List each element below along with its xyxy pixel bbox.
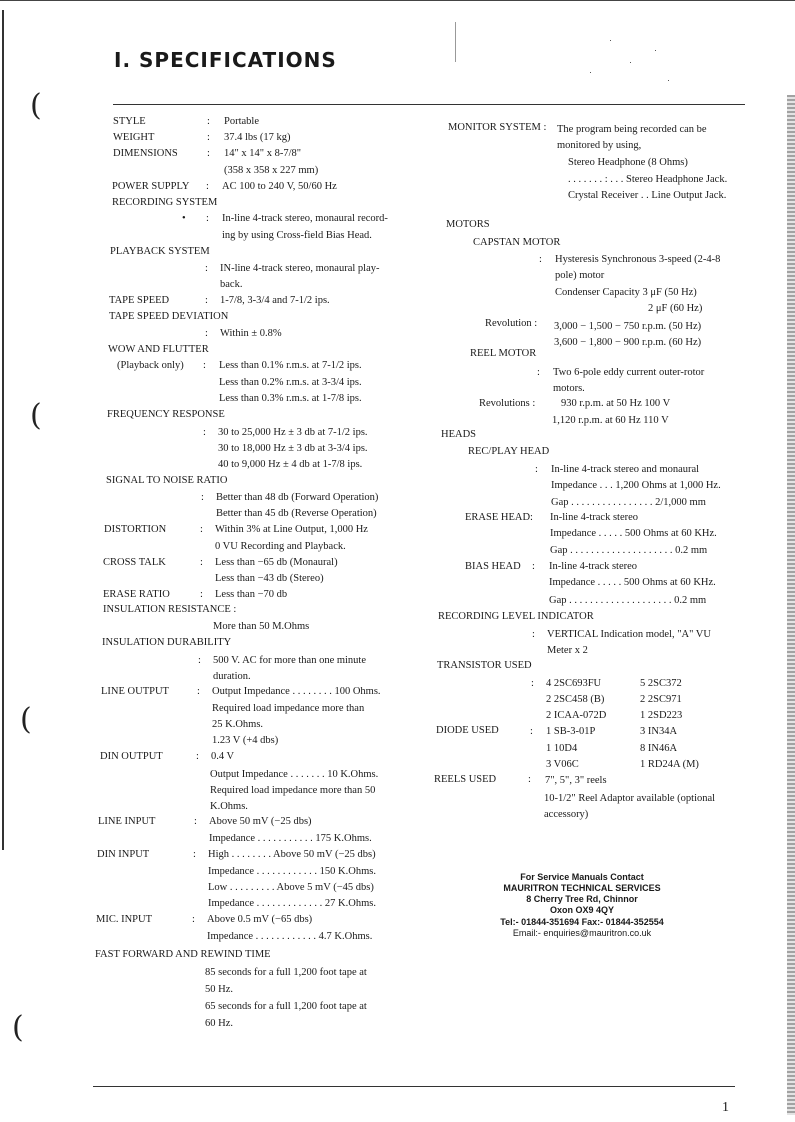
spec-label: INSULATION DURABILITY [102, 637, 232, 648]
spec-value: 930 r.p.m. at 50 Hz 100 V [561, 398, 671, 409]
spec-value: In-line 4-track stereo, monaural record- [222, 213, 388, 224]
spec-value: Stereo Headphone (8 Ohms) [568, 157, 688, 168]
colon-separator: : [200, 557, 203, 568]
colon-separator: : [201, 492, 204, 503]
spec-value: Gap . . . . . . . . . . . . . . . . . . . . 0.2 mm [549, 595, 707, 606]
spec-value: motors. [553, 383, 585, 394]
spec-label: CROSS TALK [103, 557, 166, 568]
spec-value: Low . . . . . . . . . Above 5 mV (−45 dbs) [208, 882, 374, 893]
colon-separator: : [192, 914, 195, 925]
spec-label: HEADS [441, 429, 477, 440]
colon-separator: : [198, 655, 201, 666]
spec-value: Impedance . . . . . . . . . . . . 150 K.Ohms. [208, 866, 376, 877]
spec-value: Above 0.5 mV (−65 dbs) [207, 914, 313, 925]
colon-separator: : [528, 774, 531, 785]
binding-hole-mark: ( [12, 1010, 24, 1045]
transistor-item: 2 2SC971 [640, 694, 682, 705]
spec-label: MOTORS [446, 219, 490, 230]
spec-label: SIGNAL TO NOISE RATIO [106, 475, 228, 486]
spec-value: Gap . . . . . . . . . . . . . . . . 2/1,000 mm [551, 497, 706, 508]
spec-value: Within 3% at Line Output, 1,000 Hz [215, 524, 368, 535]
spec-value: 14" x 14" x 8-7/8" [224, 148, 302, 159]
spec-value: 50 Hz. [205, 984, 233, 995]
spec-value: Meter x 2 [547, 645, 588, 656]
colon-separator: : [196, 751, 199, 762]
spec-value: Condenser Capacity 3 μF (50 Hz) [555, 287, 697, 298]
transistor-item: 5 2SC372 [640, 678, 682, 689]
diode-item: 8 IN46A [640, 743, 678, 754]
footer-rule [93, 1086, 735, 1087]
spec-value: Less than −70 db [215, 589, 288, 600]
spec-value: 65 seconds for a full 1,200 foot tape at [205, 1001, 367, 1012]
spec-value: 1-7/8, 3-3/4 and 7-1/2 ips. [220, 295, 330, 306]
spec-value: pole) motor [555, 270, 605, 281]
spec-value: Required load impedance more than 50 [210, 785, 376, 796]
transistor-item: 2 2SC458 (B) [546, 694, 605, 705]
spec-label: CAPSTAN MOTOR [473, 237, 561, 248]
colon-separator: : [203, 360, 206, 371]
spec-label: DIN OUTPUT [100, 751, 163, 762]
spec-value: Impedance . . . . . 500 Ohms at 60 KHz. [549, 577, 716, 588]
colon-separator: : [539, 254, 542, 265]
colon-separator: : [205, 328, 208, 339]
spec-label: PLAYBACK SYSTEM [110, 246, 210, 257]
binding-hole-mark: ( [30, 88, 42, 123]
binding-hole-mark: ( [20, 702, 32, 737]
spec-sublabel: (Playback only) [117, 360, 184, 371]
spec-label: RECORDING LEVEL INDICATOR [438, 611, 594, 622]
spec-value: . . . . . . . : . . . Stereo Headphone Jack. [568, 174, 728, 185]
spec-value: Impedance . . . . . . . . . . . 175 K.Ohms. [209, 833, 372, 844]
colon-separator: : [203, 427, 206, 438]
colon-separator: : [205, 263, 208, 274]
contact-email: Email:- enquiries@mauritron.co.uk [512, 928, 652, 938]
spec-value: The program being recorded can be [557, 124, 707, 135]
scan-right-edge [787, 95, 795, 1115]
spec-value: accessory) [544, 809, 589, 820]
spec-value: AC 100 to 240 V, 50/60 Hz [222, 181, 337, 192]
colon-separator: : [532, 629, 535, 640]
spec-value: 3,000 − 1,500 − 750 r.p.m. (50 Hz) [554, 321, 702, 332]
colon-separator: : [531, 678, 534, 689]
spec-value: 40 to 9,000 Hz ± 4 db at 1-7/8 ips. [218, 459, 363, 470]
binding-hole-mark: ( [30, 398, 42, 433]
spec-value: Impedance . . . 1,200 Ohms at 1,000 Hz. [551, 480, 721, 491]
spec-value: Output Impedance . . . . . . . . 100 Ohms. [212, 686, 381, 697]
spec-label: MIC. INPUT [96, 914, 153, 925]
spec-value: Gap . . . . . . . . . . . . . . . . . . . . 0.2 mm [550, 545, 708, 556]
spec-value: 0.4 V [211, 751, 235, 762]
spec-value: Within ± 0.8% [220, 328, 282, 339]
spec-value: In-line 4-track stereo [550, 512, 639, 523]
spec-label: TAPE SPEED DEVIATION [109, 311, 229, 322]
text: 8 Cherry Tree Rd, Chinnor [526, 894, 638, 904]
colon-separator: : [205, 295, 208, 306]
text: Tel:- 01844-351694 Fax:- 01844-352554 [500, 917, 664, 927]
spec-value: Impedance . . . . . . . . . . . . 4.7 K.Ohms. [207, 931, 373, 942]
spec-value: Less than −43 db (Stereo) [215, 573, 324, 584]
colon-separator: : [206, 181, 209, 192]
transistor-item: 1 2SD223 [640, 710, 683, 721]
spec-value: ing by using Cross-field Bias Head. [222, 230, 372, 241]
colon-separator: : [194, 816, 197, 827]
spec-value: Hysteresis Synchronous 3-speed (2-4-8 [555, 254, 721, 265]
spec-label: DISTORTION [104, 524, 167, 535]
spec-value: 7", 5", 3" reels [545, 775, 607, 786]
colon-separator: : [206, 213, 209, 224]
spec-value: Portable [224, 116, 259, 127]
spec-value: Impedance . . . . . 500 Ohms at 60 KHz. [550, 528, 717, 539]
colon-separator: : [537, 367, 540, 378]
spec-label: Revolutions : [479, 398, 536, 409]
spec-label: FAST FORWARD AND REWIND TIME [95, 949, 271, 960]
colon-separator: : [207, 132, 210, 143]
spec-label: TAPE SPEED [109, 295, 170, 306]
spec-value: Less than 0.3% r.m.s. at 1-7/8 ips. [219, 393, 362, 404]
spec-label: REC/PLAY HEAD [468, 446, 550, 457]
spec-value: monitored by using, [557, 140, 642, 151]
spec-value: 25 K.Ohms. [212, 719, 264, 730]
spec-value: (358 x 358 x 227 mm) [224, 165, 319, 176]
spec-value: Output Impedance . . . . . . . 10 K.Ohms. [210, 769, 379, 780]
spec-label: WOW AND FLUTTER [108, 344, 209, 355]
spec-value: Required load impedance more than [212, 703, 365, 714]
spec-value: duration. [213, 671, 251, 682]
colon-separator: : [207, 116, 210, 127]
diode-item: 3 V06C [546, 759, 579, 770]
diode-item: 1 10D4 [546, 743, 578, 754]
spec-value: In-line 4-track stereo [549, 561, 638, 572]
colon-separator: : [207, 148, 210, 159]
spec-value: Above 50 mV (−25 dbs) [209, 816, 312, 827]
spec-value: 1.23 V (+4 dbs) [212, 735, 279, 746]
spec-label: FREQUENCY RESPONSE [107, 409, 225, 420]
header-rule [113, 104, 745, 105]
spec-value: 2 μF (60 Hz) [648, 303, 703, 314]
spec-value: Less than −65 db (Monaural) [215, 557, 338, 568]
spec-label: BIAS HEAD [465, 561, 521, 572]
spec-value: 60 Hz. [205, 1018, 233, 1029]
spec-label: DIODE USED [436, 725, 499, 736]
colon-separator: : [532, 561, 535, 572]
scan-left-edge [2, 10, 4, 850]
diode-item: 1 SB-3-01P [546, 726, 596, 737]
spec-label: TRANSISTOR USED [437, 660, 532, 671]
spec-value: 0 VU Recording and Playback. [215, 541, 346, 552]
spec-value: Less than 0.1% r.m.s. at 7-1/2 ips. [219, 360, 362, 371]
page-title: I. SPECIFICATIONS [114, 48, 337, 72]
colon-separator: : [193, 849, 196, 860]
spec-label: POWER SUPPLY [112, 181, 190, 192]
spec-label: REELS USED [434, 774, 497, 785]
spec-value: 37.4 lbs (17 kg) [224, 132, 291, 143]
colon-separator: : [197, 686, 200, 697]
spec-value: High . . . . . . . . Above 50 mV (−25 dbs) [208, 849, 376, 860]
spec-label: ERASE RATIO [103, 589, 170, 600]
spec-value: Two 6-pole eddy current outer-rotor [553, 367, 705, 378]
colon-separator: : [535, 464, 538, 475]
spec-value: More than 50 M.Ohms [213, 621, 310, 632]
spec-value: Crystal Receiver . . Line Output Jack. [568, 190, 727, 201]
spec-label: WEIGHT [113, 132, 155, 143]
spec-label: LINE OUTPUT [101, 686, 169, 697]
spec-value: 1,120 r.p.m. at 60 Hz 110 V [552, 415, 669, 426]
diode-item: 1 RD24A (M) [640, 759, 699, 770]
transistor-item: 2 ICAA-072D [546, 710, 607, 721]
spec-label: ERASE HEAD: [465, 512, 533, 523]
diode-item: 3 IN34A [640, 726, 678, 737]
spec-label: MONITOR SYSTEM : [448, 122, 547, 133]
spec-label: Revolution : [485, 318, 538, 329]
spec-value: back. [220, 279, 243, 290]
spec-value: In-line 4-track stereo and monaural [551, 464, 700, 475]
spec-label: REEL MOTOR [470, 348, 537, 359]
spec-label: INSULATION RESISTANCE : [103, 604, 237, 615]
spec-value: K.Ohms. [210, 801, 248, 812]
text: For Service Manuals Contact [520, 872, 644, 882]
scan-artifact-line [455, 22, 456, 62]
colon-separator: : [200, 589, 203, 600]
spec-value: Better than 45 db (Reverse Operation) [216, 508, 377, 519]
spec-label: LINE INPUT [98, 816, 156, 827]
spec-value: 30 to 18,000 Hz ± 3 db at 3-3/4 ips. [218, 443, 368, 454]
spec-value: IN-line 4-track stereo, monaural play- [220, 263, 380, 274]
page-number: 1 [722, 1100, 729, 1115]
colon-separator: : [200, 524, 203, 535]
scan-top-edge [0, 0, 795, 1]
spec-value: 30 to 25,000 Hz ± 3 db at 7-1/2 ips. [218, 427, 368, 438]
spec-value: Impedance . . . . . . . . . . . . . 27 K.Ohms. [208, 898, 376, 909]
spec-value: 85 seconds for a full 1,200 foot tape at [205, 967, 367, 978]
spec-label: DIN INPUT [97, 849, 150, 860]
spec-label: STYLE [113, 116, 146, 127]
spec-value: Less than 0.2% r.m.s. at 3-3/4 ips. [219, 377, 362, 388]
text: MAURITRON TECHNICAL SERVICES [503, 883, 661, 893]
transistor-item: 4 2SC693FU [546, 678, 602, 689]
colon-separator: : [530, 726, 533, 737]
spec-value: Better than 48 db (Forward Operation) [216, 492, 379, 503]
text: Oxon OX9 4QY [549, 905, 615, 915]
spec-label: DIMENSIONS [113, 148, 178, 159]
spec-label: RECORDING SYSTEM [112, 197, 218, 208]
spec-value: 3,600 − 1,800 − 900 r.p.m. (60 Hz) [554, 337, 702, 348]
spec-value: 500 V. AC for more than one minute [213, 655, 367, 666]
spec-value: 10-1/2" Reel Adaptor available (optional [544, 793, 716, 804]
spec-value: VERTICAL Indication model, "A" VU [547, 629, 711, 640]
